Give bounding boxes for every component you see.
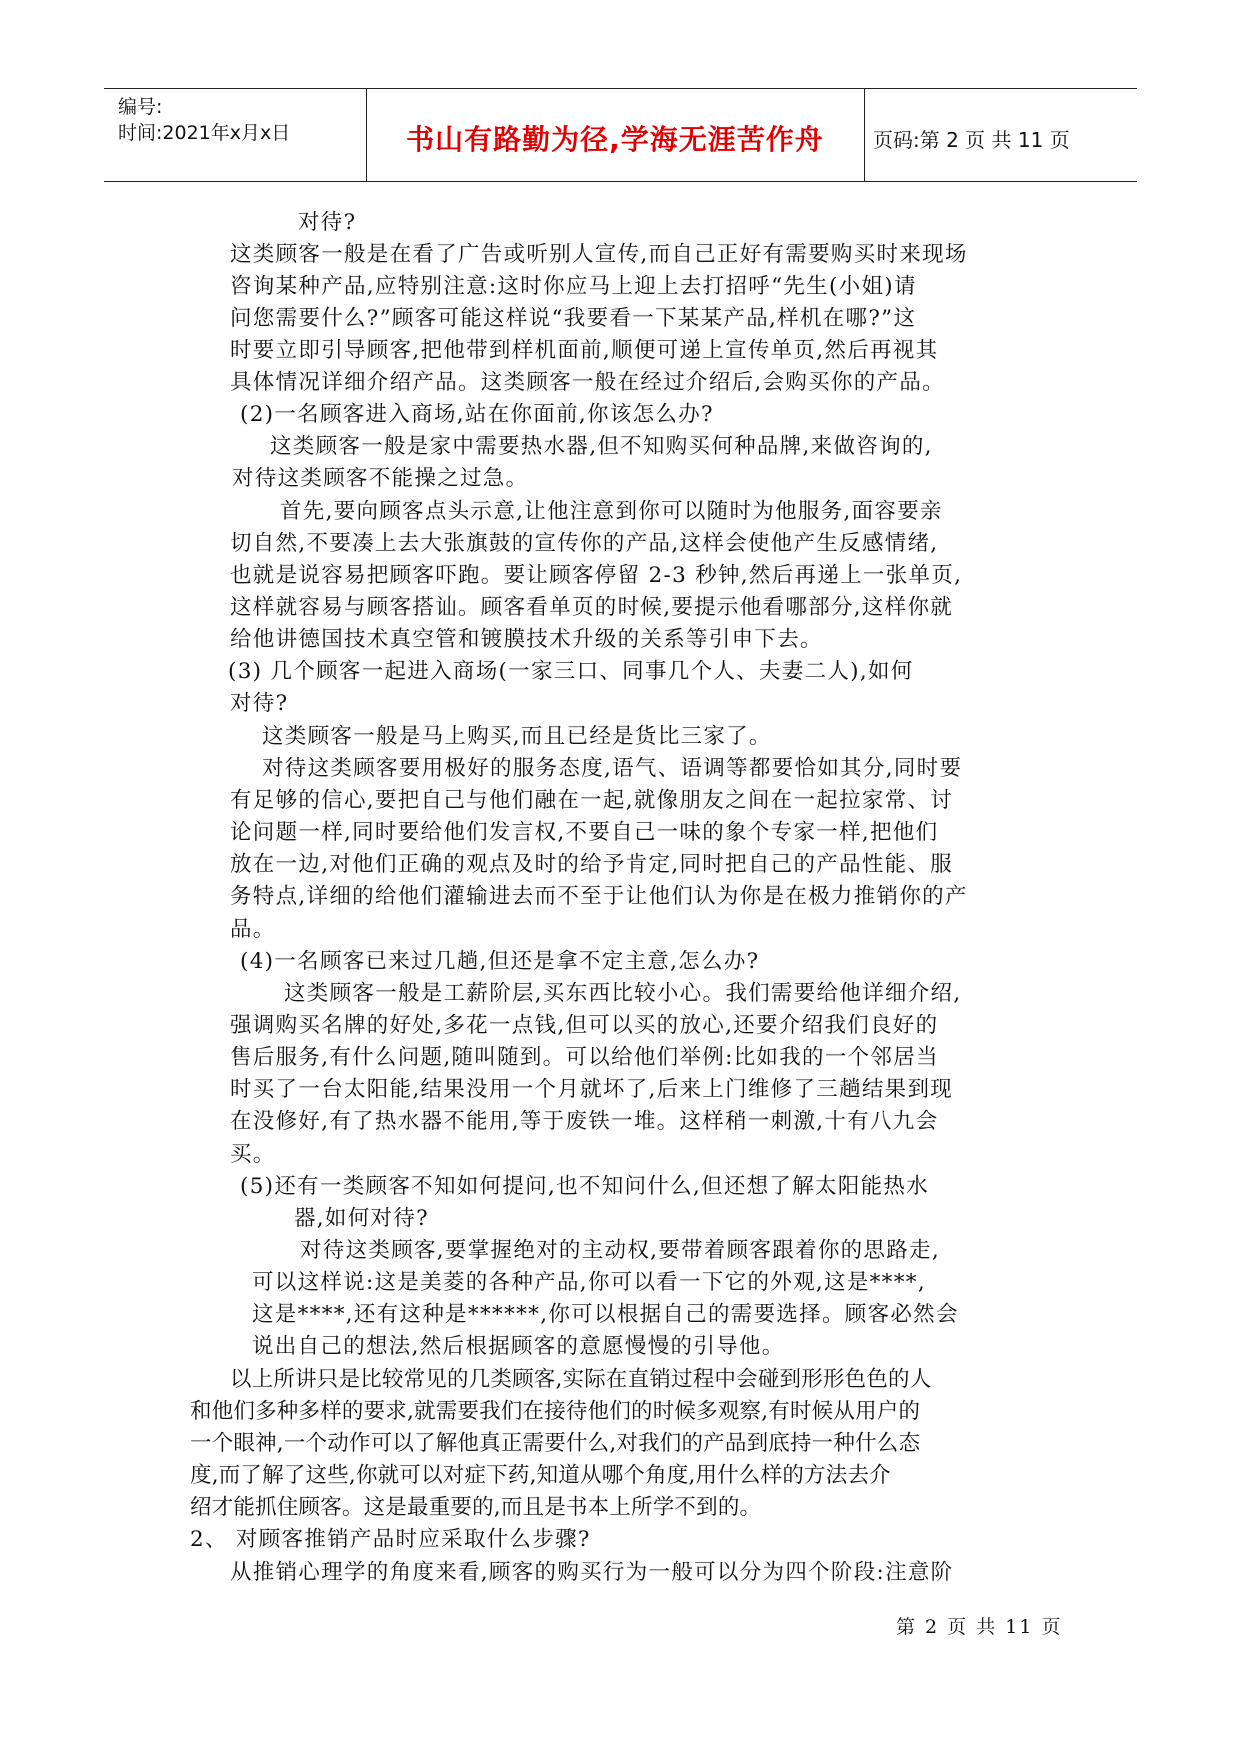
text-line: 器,如何对待? [294, 1206, 429, 1231]
text-line: (5)还有一类顾客不知如何提问,也不知问什么,但还想了解太阳能热水 [240, 1174, 930, 1199]
header-motto: 书山有路勤为径,学海无涯苦作舟 [406, 123, 824, 156]
text-line: 有足够的信心,要把自己与他们融在一起,就像朋友之间在一起拉家常、讨 [230, 788, 954, 813]
text-line: 绍才能抓住顾客。这是最重要的,而且是书本上所学不到的。 [190, 1495, 762, 1520]
text-line: 对待这类顾客要用极好的服务态度,语气、语调等都要恰如其分,同时要 [262, 756, 963, 781]
text-line: 务特点,详细的给他们灌输进去而不至于让他们认为你是在极力推销你的产 [230, 884, 968, 909]
text-line: 这类顾客一般是工薪阶层,买东西比较小心。我们需要给他详细介绍, [284, 981, 962, 1006]
text-line: 问您需要什么?”顾客可能这样说“我要看一下某某产品,样机在哪?”这 [230, 306, 917, 331]
text-line: (2)一名顾客进入商场,站在你面前,你该怎么办? [240, 402, 714, 427]
text-line: 从推销心理学的角度来看,顾客的购买行为一般可以分为四个阶段:注意阶 [230, 1560, 954, 1585]
text-line: 强调购买名牌的好处,多花一点钱,但可以买的放心,还要介绍我们良好的 [230, 1013, 939, 1038]
header-divider-left [366, 88, 367, 182]
text-line: 对待这类顾客,要掌握绝对的主动权,要带着顾客跟着你的思路走, [300, 1238, 941, 1263]
text-line: 对待? [230, 691, 289, 716]
text-line: 在没修好,有了热水器不能用,等于废铁一堆。这样稍一刺激,十有八九会 [230, 1109, 939, 1134]
text-line: 品。 [230, 917, 276, 942]
number-label: 编号: [118, 96, 163, 118]
text-line: 给他讲德国技术真空管和镀膜技术升级的关系等引申下去。 [230, 627, 823, 652]
text-line: 一个眼神,一个动作可以了解他真正需要什么,对我们的产品到底持一种什么态 [190, 1431, 921, 1456]
text-line: 这类顾客一般是在看了广告或听别人宣传,而自己正好有需要购买时来现场 [230, 242, 968, 267]
text-line: 度,而了解了这些,你就可以对症下药,知道从哪个角度,用什么样的方法去介 [190, 1463, 891, 1488]
header-top-rule [104, 88, 1137, 89]
page-footer: 第 2 页 共 11 页 [896, 1616, 1063, 1638]
header-meta [118, 94, 290, 146]
text-line: 也就是说容易把顾客吓跑。要让顾客停留 2-3 秒钟,然后再递上一张单页, [230, 563, 963, 588]
text-line: 买。 [230, 1142, 276, 1167]
text-line: 放在一边,对他们正确的观点及时的给予肯定,同时把自己的产品性能、服 [230, 852, 954, 877]
text-line: 论问题一样,同时要给他们发言权,不要自己一味的象个专家一样,把他们 [230, 820, 939, 845]
text-line: 具体情况详细介绍产品。这类顾客一般在经过介绍后,会购买你的产品。 [230, 370, 945, 395]
text-line: 咨询某种产品,应特别注意:这时你应马上迎上去打招呼“先生(小姐)请 [230, 274, 917, 299]
text-line: (4)一名顾客已来过几趟,但还是拿不定主意,怎么办? [240, 949, 760, 974]
header-divider-right [864, 88, 865, 182]
page-header [104, 88, 1137, 182]
text-line: (3) 几个顾客一起进入商场(一家三口、同事几个人、夫妻二人),如何 [228, 659, 914, 684]
text-line: 对待这类顾客不能操之过急。 [232, 466, 529, 491]
text-line: 对待? [298, 210, 357, 235]
header-page-label: 页码:第 2 页 共 11 页 [873, 128, 1070, 152]
text-line: 和他们多种多样的要求,就需要我们在接待他们的时候多观察,有时候从用户的 [190, 1399, 921, 1424]
text-line: 切自然,不要凑上去大张旗鼓的宣传你的产品,这样会使他产生反感情绪, [230, 531, 939, 556]
text-line: 这类顾客一般是马上购买,而且已经是货比三家了。 [262, 724, 772, 749]
text-line: 首先,要向顾客点头示意,让他注意到你可以随时为他服务,面容要亲 [280, 499, 943, 524]
text-line: 说出自己的想法,然后根据顾客的意愿慢慢的引导他。 [252, 1334, 785, 1359]
text-line: 时买了一台太阳能,结果没用一个月就坏了,后来上门维修了三趟结果到现 [230, 1077, 954, 1102]
text-line: 售后服务,有什么问题,随叫随到。可以给他们举例:比如我的一个邻居当 [230, 1045, 939, 1070]
text-line: 这是****,还有这种是******,你可以根据自己的需要选择。顾客必然会 [252, 1302, 959, 1327]
text-line: 这样就容易与顾客搭讪。顾客看单页的时候,要提示他看哪部分,这样你就 [230, 595, 954, 620]
time-label: 时间:2021年x月x日 [118, 122, 291, 144]
text-line: 这类顾客一般是家中需要热水器,但不知购买何种品牌,来做咨询的, [270, 434, 933, 459]
text-line: 2、 对顾客推销产品时应采取什么步骤? [190, 1527, 591, 1552]
text-line: 可以这样说:这是美菱的各种产品,你可以看一下它的外观,这是****, [252, 1270, 926, 1295]
header-bottom-rule [104, 181, 1137, 182]
text-line: 以上所讲只是比较常见的几类顾客,实际在直销过程中会碰到形形色色的人 [230, 1367, 932, 1392]
text-line: 时要立即引导顾客,把他带到样机面前,顺便可递上宣传单页,然后再视其 [230, 338, 939, 363]
